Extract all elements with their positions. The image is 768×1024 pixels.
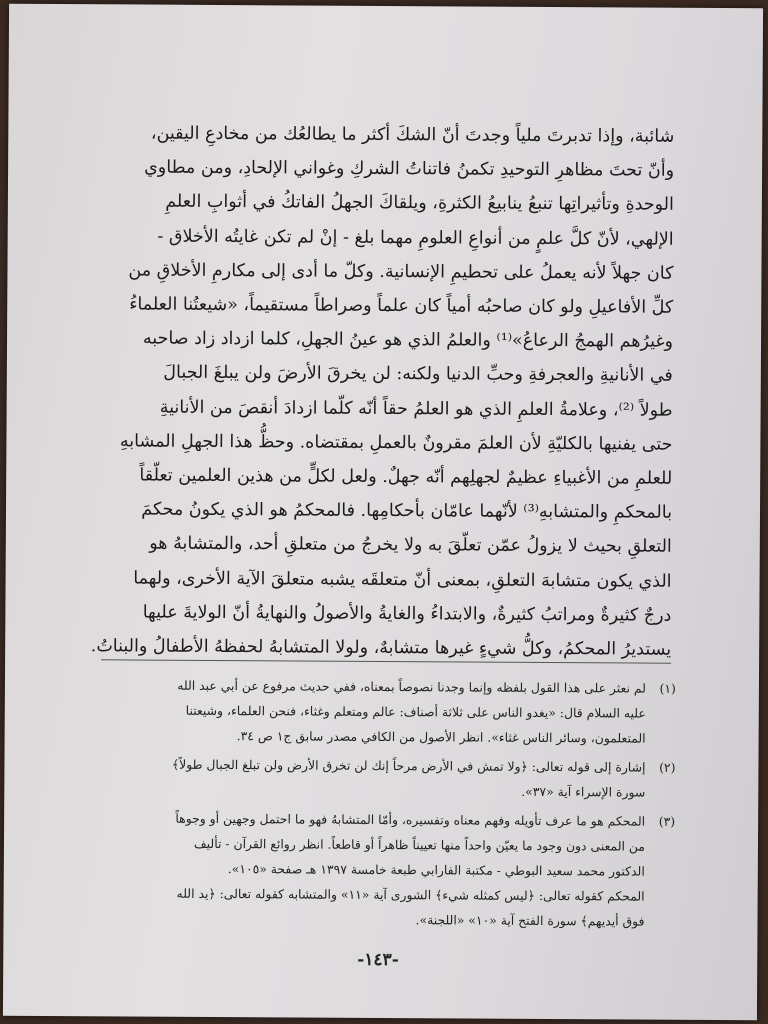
- footnote-number: (٣): [658, 813, 676, 829]
- footnote-line: الدكتور محمد سعيد البوطي - مكتبة الفارابي طبعة خامسة ١٣٩٧ هـ صفحة «١٠٥».: [227, 861, 645, 879]
- text-line: حتى يفنيها بالكليّةِ لأن العلمَ مقرونٌ بالعملِ بمقتضاه. وحظُّ هذا الجهلِ المشابهِ: [119, 431, 673, 455]
- footnote-number: (١): [659, 680, 676, 696]
- footnote-line: لم نعثر على هذا القول بلفظه وإنما وجدنا نصوصاً بمعناه، ففي حديث مرفوع عن أبي عبد الله: [177, 677, 646, 696]
- footnote-line: سورة الإسراء آية «٣٧».: [521, 783, 646, 800]
- footnote-line: عليه السلام قال: «يغدو الناس على ثلاثة أصناف: عالم ومتعلم وغثاء، فنحن العلماء، وشيعتنا: [185, 702, 646, 721]
- footnote-line: إشارة إلى قوله تعالى: ﴿ولا تمش في الأرض مرحاً إنك لن تخرق الأرض ولن تبلغ الجبال طولاً﴾: [171, 756, 646, 775]
- text-line: طولاً ⁽²⁾، وعلامةُ العلمِ الذي هو العلمُ حقاً أنّه كلّما ازدادَ أنقصَ من الأنانيةِ: [159, 397, 673, 421]
- text-line: بالمحكمِ والمتشابهِ⁽³⁾ لأنّهما عامّان بأحكامِها. فالمحكمُ هو الذي يكونُ محكمَ: [141, 499, 673, 523]
- text-line: الذي يكون متشابهَ التعلقِ، بمعنى أنّ متعلقَه يشبه متعلقَ الآية الأخرى، ولهما: [133, 568, 672, 592]
- text-line: الوحدةِ وتأثيراتِها تنبعُ ينابيعُ الكثرةِ، ويلقاكَ الجهلُ الفاتكُ في أثوابِ العلمِ: [165, 192, 674, 216]
- text-line: درجٌ كثيرةٌ ومراتبُ كثيرةٌ، والابتداءُ والغايةُ والأصولُ والنهايةُ أنّ الولايةَ عليها: [142, 602, 672, 626]
- footnotes-block: [99, 672, 676, 938]
- footnote-line: المحكم كقوله تعالى: ﴿ليس كمثله شيء﴾ الشورى آية «١١» والمتشابه كقوله تعالى: ﴿يد الله: [176, 885, 645, 904]
- text-line: التعلقِ بحيث لا يزولُ عمّن تعلّقَ به ولا يخرجُ من متعلقِ أحد، والمتشابهُ هو: [149, 534, 672, 558]
- text-line: وغيرُهم الهمجُ الرعاعُ»⁽¹⁾ والعلمُ الذي هو عينُ الجهلِ، كلما ازداد زاد صاحبه: [142, 328, 674, 352]
- text-line: شائبة، وإذا تدبرتَ ملياً وجدتَ أنّ الشكَ أكثر ما يطالعُك من مخادعِ اليقين،: [150, 123, 675, 147]
- text-line: في الأنانيةِ والعجرفةِ وحبِّ الدنيا ولكنه: لن يخرقَ الأرضَ ولن يبلغَ الجبالَ: [163, 363, 673, 387]
- footnote-line: من المعنى دون وجود ما يعيّن واحداً منها تعييناً ظاهراً أو قاطعاً. انظر روائع القرآن - تأليف: [193, 835, 646, 854]
- text-line: الإلهي، لأنّ كلَّ علمٍ من أنواعِ العلومِ مهما بلغ - إنْ لم تكن غايتُه الأخلاق -: [157, 226, 674, 250]
- text-line: كلِّ الأفاعيلِ ولو كان صاحبُه أمياً كان علماً وصراطاً مستقيماً، «شيعتُنا العلماءُ: [129, 294, 674, 318]
- footnote-3: [99, 805, 675, 934]
- text-line: كان جهلاً لأنه يعملُ على تحطيمِ الإنسانية. وكلّ ما أدى إلى مكارمِ الأخلاقِ من: [128, 260, 674, 284]
- footnote-1: [101, 672, 676, 751]
- text-line: وأنّ تحتَ مظاهرِ التوحيدِ تكمنُ فاتناتُ الشركِ وغواني الإلحادِ، ومن مطاوي: [144, 157, 675, 181]
- footnote-line: المحكم هو ما عرف تأويله وفهم معناه وتفسيره، وأمّا المتشابهُ فهو ما احتمل وجهين أو وجوهاً: [175, 810, 646, 829]
- text-line: يستديرُ المحكمُ، وكلُّ شيءٍ غيرها متشابهٌ، ولولا المتشابهُ لحفظهُ الأطفالُ والبناتُ.: [90, 636, 672, 660]
- text-line: للعلمِ من الأغبياءِ عظيمٌ لجهلِهم أنّه جهلٌ. ولعل لكلٍّ من هذين العلمين تعلّقاً: [139, 465, 673, 489]
- footnote-line: المتعلمون، وسائر الناس غثاء». انظر الأصول من الكافي مصدر سابق ج١ ص ٣٤.: [236, 728, 646, 746]
- footnote-line: فوق أيديهم﴾ سورة الفتح آية «١٠» «اللجنة».: [415, 912, 645, 929]
- book-page: [3, 4, 763, 1021]
- footnote-number: (٢): [659, 759, 676, 775]
- page-number: -١٤٣-: [357, 949, 399, 971]
- main-text-block: [90, 116, 675, 667]
- footnote-2: [100, 751, 675, 805]
